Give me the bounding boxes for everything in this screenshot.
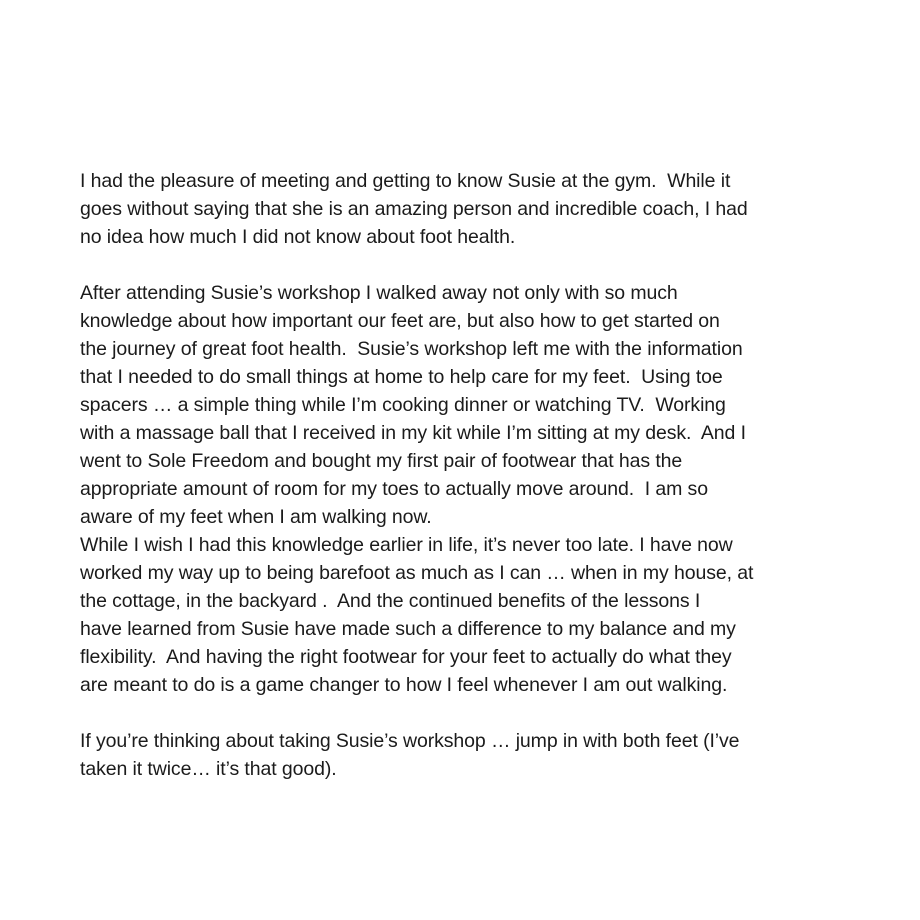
testimonial-text <box>80 167 840 783</box>
text-line: After attending Susie’s workshop I walked away not only with so much <box>80 282 678 304</box>
text-line: knowledge about how important our feet are, but also how to get started on <box>80 310 720 332</box>
text-line: the journey of great foot health. Susie’s workshop left me with the information <box>80 338 743 360</box>
paragraph-4 <box>80 727 840 783</box>
text-line: with a massage ball that I received in my kit while I’m sitting at my desk. And I <box>80 422 746 444</box>
paragraph-spacer <box>80 699 840 727</box>
text-line: are meant to do is a game changer to how I feel whenever I am out walking. <box>80 674 728 696</box>
paragraph-spacer <box>80 251 840 279</box>
text-line: worked my way up to being barefoot as much as I can … when in my house, at <box>80 562 754 584</box>
text-line: that I needed to do small things at home to help care for my feet. Using toe <box>80 366 723 388</box>
text-line: no idea how much I did not know about foot health. <box>80 226 516 248</box>
text-line: appropriate amount of room for my toes to actually move around. I am so <box>80 478 708 500</box>
text-line: taken it twice… it’s that good). <box>80 758 337 780</box>
text-line: goes without saying that she is an amazing person and incredible coach, I had <box>80 198 748 220</box>
text-line: I had the pleasure of meeting and getting to know Susie at the gym. While it <box>80 170 731 192</box>
paragraph-3 <box>80 531 840 699</box>
text-line: While I wish I had this knowledge earlier in life, it’s never too late. I have now <box>80 534 733 556</box>
paragraph-2 <box>80 279 840 531</box>
text-line: went to Sole Freedom and bought my first pair of footwear that has the <box>80 450 683 472</box>
paragraph-1 <box>80 167 840 251</box>
text-line: If you’re thinking about taking Susie’s workshop … jump in with both feet (I’ve <box>80 730 740 752</box>
text-line: have learned from Susie have made such a difference to my balance and my <box>80 618 736 640</box>
text-line: spacers … a simple thing while I’m cooking dinner or watching TV. Working <box>80 394 726 416</box>
text-line: aware of my feet when I am walking now. <box>80 506 432 528</box>
text-line: flexibility. And having the right footwear for your feet to actually do what they <box>80 646 732 668</box>
text-line: the cottage, in the backyard . And the continued benefits of the lessons I <box>80 590 701 612</box>
